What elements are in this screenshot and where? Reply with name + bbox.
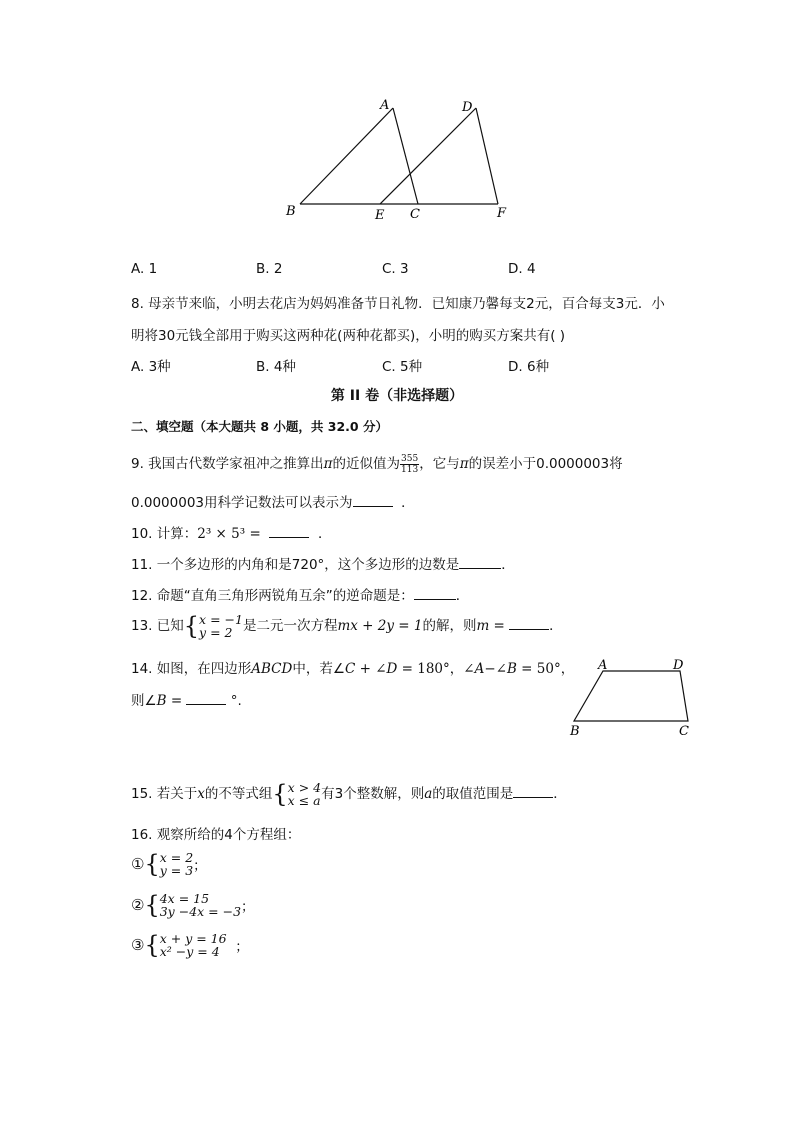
system-2: ②{ 4x = 15 3y −4x = −3 ； <box>131 891 255 919</box>
label-d: D <box>673 658 684 673</box>
equation-system: x = −1 y = 2 <box>199 612 243 640</box>
q16: 16. 观察所给的4个方程组： <box>131 827 301 843</box>
q9-line2: 0.0000003用科学记数法可以表示为 ． <box>131 495 415 511</box>
system-1: ①{ x = 2 y = 3 ； <box>131 850 207 878</box>
label-b: B <box>286 204 296 219</box>
q12: 12. 命题“直角三角形两锐角互余”的逆命题是： ． <box>131 588 470 604</box>
label-c: C <box>679 724 689 739</box>
label-f: F <box>497 206 507 221</box>
answer-blank[interactable] <box>509 617 549 630</box>
q15: 15. 若关于x的不等式组{ x > 4 x ≤ a 有3个整数解，则a的取值范围是 ． <box>131 780 567 808</box>
q7-option-b[interactable]: B. 2 <box>256 261 283 277</box>
answer-blank[interactable] <box>269 525 309 538</box>
q8-option-d[interactable]: D. 6种 <box>508 359 550 375</box>
label-c: C <box>410 207 420 222</box>
label-b: B <box>570 724 580 739</box>
q7-option-d[interactable]: D. 4 <box>508 261 536 277</box>
figure-trapezoid <box>565 655 700 740</box>
q11: 11. 一个多边形的内角和是720°，这个多边形的边数是 ． <box>131 557 515 573</box>
label-d: D <box>462 100 473 115</box>
answer-blank[interactable] <box>459 556 501 569</box>
q7-option-a[interactable]: A. 1 <box>131 261 158 277</box>
q9-line1: 9. 我国古代数学家祖冲之推算出π的近似值为 $\frac{355}{113}$ ，它与π的误差小于0.0000003将 <box>131 453 623 475</box>
system-3: ③{ x + y = 16 x² −y = 4 ； <box>131 931 249 959</box>
fraction: $\frac{355}{113}$ <box>401 453 419 475</box>
q8-line1: 8. 母亲节来临，小明去花店为妈妈准备节日礼物．已知康乃馨每支2元，百合每支3元．小 <box>131 296 665 312</box>
figure-triangles <box>280 92 520 224</box>
q13: 13. 已知{ x = −1 y = 2 是二元一次方程mx + 2y = 1的解，则m = ． <box>131 612 563 640</box>
section-title: 第 II 卷（非选择题） <box>330 388 464 404</box>
label-a: A <box>380 98 390 113</box>
label-e: E <box>375 208 385 223</box>
answer-blank[interactable] <box>186 692 226 705</box>
q8-option-a[interactable]: A. 3种 <box>131 359 171 375</box>
q8-line2: 明将30元钱全部用于购买这两种花(两种花都买)，小明的购买方案共有( ) <box>131 328 566 344</box>
q14-line2: 则∠B = °. <box>131 693 242 709</box>
q14-line1: 14. 如图，在四边形ABCD中，若∠C + ∠D = 180°，∠A−∠B = 50°， <box>131 661 575 677</box>
q8-option-b[interactable]: B. 4种 <box>256 359 296 375</box>
q10: 10. 计算：2³ × 5³ = ． <box>131 526 332 542</box>
q7-option-c[interactable]: C. 3 <box>382 261 409 277</box>
label-a: A <box>598 658 608 673</box>
answer-blank[interactable] <box>513 785 553 798</box>
answer-blank[interactable] <box>353 494 393 507</box>
section-subtitle: 二、填空题（本大题共 8 小题，共 32.0 分） <box>131 419 388 434</box>
q8-option-c[interactable]: C. 5种 <box>382 359 423 375</box>
inequality-system: x > 4 x ≤ a <box>287 780 322 808</box>
answer-blank[interactable] <box>414 587 456 600</box>
